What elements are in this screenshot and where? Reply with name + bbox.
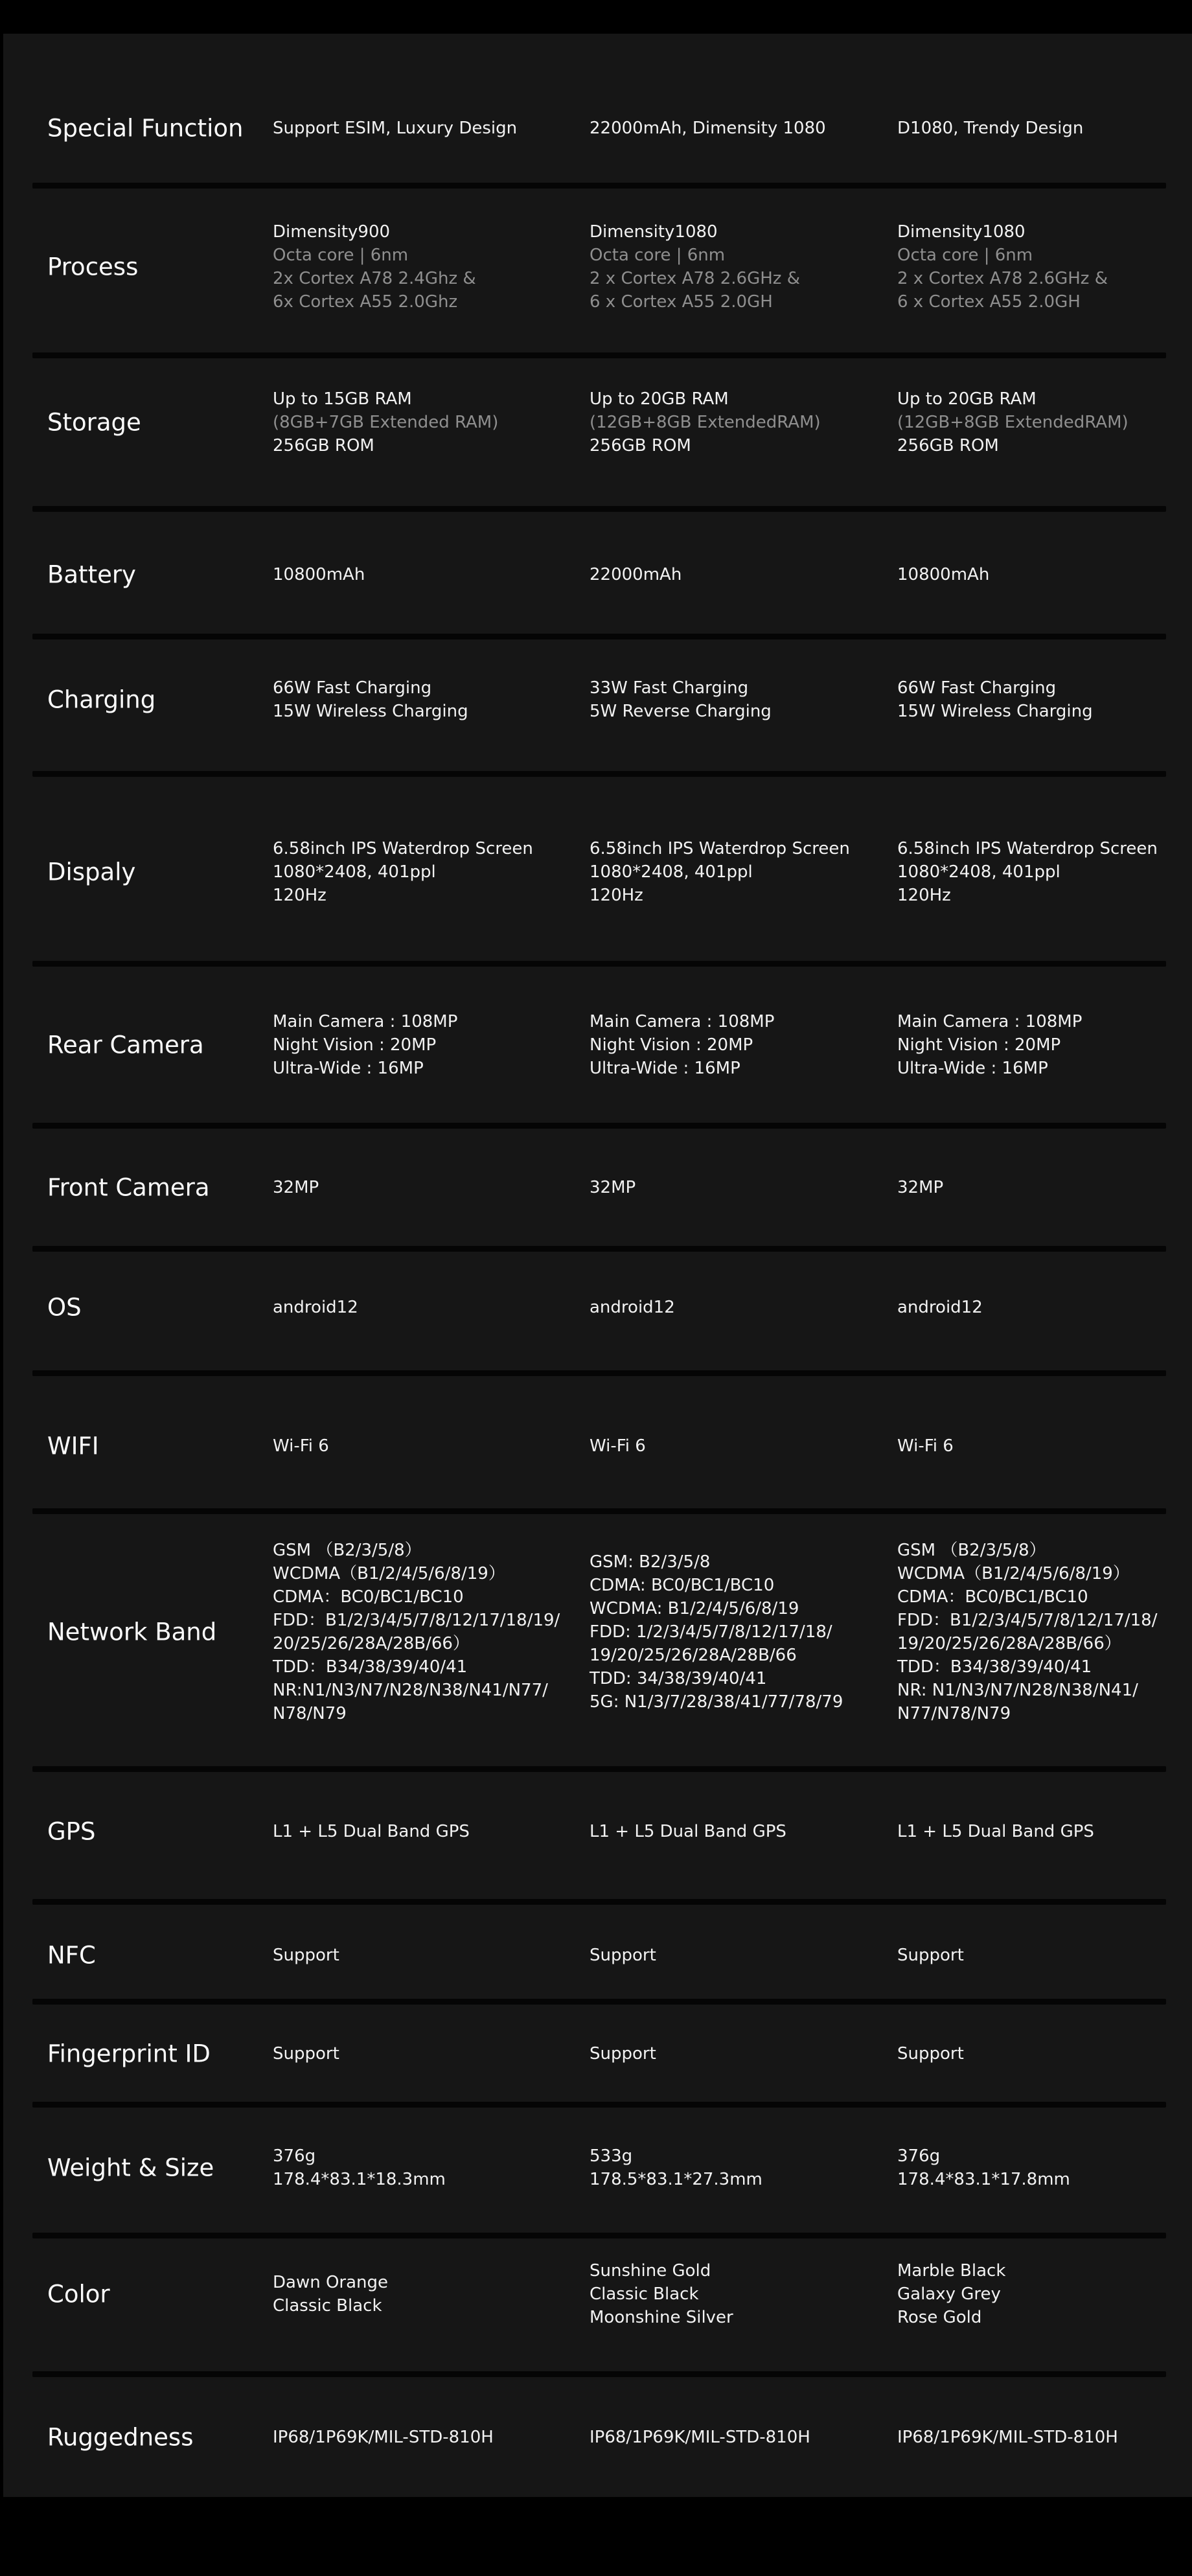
spec-line: Night Vision : 20MP — [897, 1035, 1061, 1055]
spec-line: 15W Wireless Charging — [897, 702, 1093, 721]
spec-line: Night Vision : 20MP — [273, 1035, 437, 1055]
row-divider — [32, 634, 1166, 639]
spec-cell-model-3 — [897, 1944, 964, 1967]
spec-cell-model-3 — [897, 1176, 943, 1199]
spec-cell-model-3 — [897, 563, 989, 586]
spec-line: Night Vision : 20MP — [590, 1035, 753, 1055]
spec-line: Support — [273, 2044, 339, 2064]
spec-cell-model-2 — [590, 117, 826, 140]
spec-line: N77/N78/N79 — [897, 1704, 1011, 1723]
row-label: Fingerprint ID — [47, 2040, 211, 2068]
spec-line: (12GB+8GB ExtendedRAM) — [590, 413, 821, 432]
row-label: Weight & Size — [47, 2154, 214, 2182]
spec-line: android12 — [590, 1298, 675, 1317]
spec-line: GSM （B2/3/5/8） — [273, 1541, 422, 1560]
row-label: Network Band — [47, 1618, 217, 1646]
spec-cell-model-1 — [273, 1944, 339, 1967]
row-label: OS — [47, 1293, 82, 1322]
spec-line: 1080*2408, 401ppl — [590, 862, 753, 882]
spec-cell-model-2 — [590, 1434, 646, 1458]
spec-line: 178.4*83.1*17.8mm — [897, 2170, 1070, 2189]
spec-line: 10800mAh — [273, 565, 365, 584]
spec-line: CDMA：BC0/BC1/BC10 — [897, 1587, 1088, 1607]
spec-line: Main Camera : 108MP — [590, 1012, 775, 1031]
spec-cell-model-3 — [897, 1296, 983, 1319]
spec-line: 256GB ROM — [897, 436, 999, 455]
spec-line: Support — [897, 2044, 964, 2064]
spec-line: CDMA：BC0/BC1/BC10 — [273, 1587, 464, 1607]
row-divider — [32, 961, 1166, 967]
spec-line: 376g — [897, 2146, 941, 2166]
spec-line: 533g — [590, 2146, 633, 2166]
spec-cell-model-1 — [273, 2042, 339, 2065]
spec-line: N78/N79 — [273, 1704, 347, 1723]
row-divider — [32, 506, 1166, 512]
row-divider — [32, 183, 1166, 189]
spec-cell-model-1 — [273, 1434, 329, 1458]
spec-cell-model-2 — [590, 1296, 675, 1319]
spec-line: 6.58inch IPS Waterdrop Screen — [590, 839, 850, 858]
spec-line: Support — [273, 1946, 339, 1965]
spec-line: 1080*2408, 401ppl — [273, 862, 436, 882]
spec-line: Classic Black — [273, 2296, 382, 2316]
spec-line: 22000mAh, Dimensity 1080 — [590, 119, 826, 138]
spec-line: (12GB+8GB ExtendedRAM) — [897, 413, 1129, 432]
spec-line: NR: N1/N3/N7/N28/N38/N41/ — [897, 1681, 1138, 1700]
row-label: Dispaly — [47, 858, 136, 886]
spec-line: 20/25/26/28A/28B/66） — [273, 1634, 470, 1653]
spec-cell-model-2 — [590, 1944, 656, 1967]
row-label: Charging — [47, 685, 156, 714]
spec-line: TDD：B34/38/39/40/41 — [897, 1657, 1092, 1677]
spec-cell-model-1 — [273, 117, 517, 140]
spec-cell-model-2 — [590, 220, 800, 314]
spec-line: Rose Gold — [897, 2308, 982, 2327]
spec-cell-model-2 — [590, 2042, 656, 2065]
spec-line: 6.58inch IPS Waterdrop Screen — [897, 839, 1158, 858]
spec-line: TDD：B34/38/39/40/41 — [273, 1657, 468, 1677]
spec-line: 120Hz — [273, 886, 327, 905]
spec-cell-model-1 — [273, 2271, 388, 2317]
spec-cell-model-2 — [590, 387, 821, 457]
spec-line: FDD: 1/2/3/4/5/7/8/12/17/18/ — [590, 1622, 832, 1642]
spec-line: Wi-Fi 6 — [590, 1436, 646, 1456]
spec-line: Up to 15GB RAM — [273, 389, 412, 409]
spec-line: 19/20/25/26/28A/28B/66 — [590, 1646, 797, 1665]
spec-line: Dawn Orange — [273, 2273, 389, 2292]
spec-cell-model-3 — [897, 1010, 1082, 1080]
spec-line: 256GB ROM — [590, 436, 691, 455]
row-label: NFC — [47, 1941, 96, 1970]
row-label: Front Camera — [47, 1173, 210, 1202]
spec-cell-model-3 — [897, 387, 1129, 457]
row-divider — [32, 352, 1166, 358]
spec-line: FDD：B1/2/3/4/5/7/8/12/17/18/ — [897, 1611, 1158, 1630]
row-label: Storage — [47, 408, 141, 437]
spec-line: 66W Fast Charging — [273, 678, 432, 698]
spec-line: 2 x Cortex A78 2.6GHz & — [897, 269, 1108, 288]
spec-cell-model-1 — [273, 1176, 319, 1199]
spec-line: android12 — [273, 1298, 358, 1317]
spec-line: Dimensity900 — [273, 222, 391, 242]
row-divider — [32, 1123, 1166, 1129]
spec-cell-model-1 — [273, 837, 533, 907]
row-label: GPS — [47, 1817, 96, 1846]
spec-line: 5W Reverse Charging — [590, 702, 772, 721]
spec-line: Octa core | 6nm — [590, 246, 726, 265]
spec-line: 10800mAh — [897, 565, 990, 584]
spec-line: CDMA: BC0/BC1/BC10 — [590, 1576, 775, 1595]
row-divider — [32, 1370, 1166, 1376]
spec-line: 6x Cortex A55 2.0Ghz — [273, 292, 458, 312]
spec-cell-model-1 — [273, 387, 498, 457]
spec-line: Ultra-Wide : 16MP — [273, 1059, 424, 1078]
row-divider — [32, 1999, 1166, 2005]
spec-line: 32MP — [590, 1178, 636, 1197]
spec-line: 6 x Cortex A55 2.0GH — [897, 292, 1081, 312]
spec-line: 66W Fast Charging — [897, 678, 1057, 698]
spec-line: NR:N1/N3/N7/N28/N38/N41/N77/ — [273, 1681, 548, 1700]
spec-cell-model-2 — [590, 2259, 733, 2329]
spec-line: L1 + L5 Dual Band GPS — [590, 1822, 786, 1841]
spec-cell-model-2 — [590, 1010, 774, 1080]
row-divider — [32, 2102, 1166, 2108]
spec-line: 2 x Cortex A78 2.6GHz & — [590, 269, 800, 288]
row-divider — [32, 1246, 1166, 1252]
spec-line: IP68/1P69K/MIL-STD-810H — [897, 2428, 1118, 2447]
spec-cell-model-3 — [897, 1434, 954, 1458]
spec-line: 120Hz — [590, 886, 643, 905]
row-label: Ruggedness — [47, 2423, 194, 2452]
row-label: Rear Camera — [47, 1031, 204, 1059]
spec-cell-model-1 — [273, 2145, 446, 2191]
spec-line: (8GB+7GB Extended RAM) — [273, 413, 499, 432]
spec-cell-model-1 — [273, 1539, 560, 1725]
spec-line: Octa core | 6nm — [273, 246, 409, 265]
spec-line: Up to 20GB RAM — [897, 389, 1037, 409]
spec-cell-model-2 — [590, 2426, 810, 2449]
spec-line: 33W Fast Charging — [590, 678, 749, 698]
spec-line: 22000mAh — [590, 565, 682, 584]
spec-line: 6 x Cortex A55 2.0GH — [590, 292, 773, 312]
spec-line: 120Hz — [897, 886, 951, 905]
spec-cell-model-3 — [897, 2145, 1070, 2191]
spec-line: Dimensity1080 — [897, 222, 1026, 242]
row-divider — [32, 1899, 1166, 1905]
spec-line: Main Camera : 108MP — [273, 1012, 458, 1031]
spec-cell-model-1 — [273, 1296, 358, 1319]
spec-cell-model-1 — [273, 1820, 470, 1843]
spec-cell-model-1 — [273, 220, 476, 314]
row-label: Color — [47, 2280, 110, 2308]
spec-line: GSM: B2/3/5/8 — [590, 1552, 711, 1572]
spec-line: Moonshine Silver — [590, 2308, 733, 2327]
spec-line: 32MP — [273, 1178, 319, 1197]
spec-line: 256GB ROM — [273, 436, 374, 455]
row-label: Battery — [47, 560, 136, 589]
spec-cell-model-3 — [897, 676, 1093, 723]
spec-line: android12 — [897, 1298, 983, 1317]
spec-line: Marble Black — [897, 2261, 1006, 2281]
spec-cell-model-1 — [273, 676, 468, 723]
spec-line: Ultra-Wide : 16MP — [590, 1059, 740, 1078]
spec-line: 6.58inch IPS Waterdrop Screen — [273, 839, 533, 858]
row-label: Process — [47, 253, 139, 281]
spec-cell-model-2 — [590, 1176, 636, 1199]
spec-line: Dimensity1080 — [590, 222, 718, 242]
spec-line: 1080*2408, 401ppl — [897, 862, 1060, 882]
row-label: WIFI — [47, 1432, 99, 1460]
spec-line: Main Camera : 108MP — [897, 1012, 1083, 1031]
spec-line: 32MP — [897, 1178, 944, 1197]
spec-line: 5G: N1/3/7/28/38/41/77/78/79 — [590, 1692, 843, 1712]
spec-line: D1080, Trendy Design — [897, 119, 1084, 138]
spec-line: TDD: 34/38/39/40/41 — [590, 1669, 767, 1688]
spec-cell-model-2 — [590, 2145, 762, 2191]
spec-line: IP68/1P69K/MIL-STD-810H — [590, 2428, 810, 2447]
spec-cell-model-2 — [590, 563, 682, 586]
spec-cell-model-3 — [897, 1820, 1094, 1843]
spec-cell-model-1 — [273, 563, 365, 586]
spec-line: Galaxy Grey — [897, 2284, 1001, 2304]
spec-line: 376g — [273, 2146, 316, 2166]
spec-line: Wi-Fi 6 — [273, 1436, 329, 1456]
spec-line: Support ESIM, Luxury Design — [273, 119, 518, 138]
spec-line: WCDMA（B1/2/4/5/6/8/19） — [273, 1564, 505, 1583]
spec-line: 178.4*83.1*18.3mm — [273, 2170, 446, 2189]
spec-cell-model-2 — [590, 676, 772, 723]
spec-line: Octa core | 6nm — [897, 246, 1033, 265]
spec-line: Support — [590, 1946, 656, 1965]
spec-line: WCDMA（B1/2/4/5/6/8/19） — [897, 1564, 1130, 1583]
spec-line: 2x Cortex A78 2.4Ghz & — [273, 269, 476, 288]
spec-cell-model-3 — [897, 1539, 1157, 1725]
spec-line: Support — [590, 2044, 656, 2064]
spec-line: WCDMA: B1/2/4/5/6/8/19 — [590, 1599, 799, 1618]
spec-cell-model-1 — [273, 2426, 494, 2449]
spec-line: Support — [897, 1946, 964, 1965]
row-divider — [32, 1766, 1166, 1772]
spec-line: Classic Black — [590, 2284, 699, 2304]
spec-line: L1 + L5 Dual Band GPS — [897, 1822, 1094, 1841]
row-divider — [32, 2233, 1166, 2238]
spec-cell-model-2 — [590, 1550, 843, 1714]
spec-cell-model-3 — [897, 2042, 964, 2065]
spec-line: Up to 20GB RAM — [590, 389, 729, 409]
row-divider — [32, 1508, 1166, 1514]
spec-line: IP68/1P69K/MIL-STD-810H — [273, 2428, 494, 2447]
spec-cell-model-3 — [897, 2426, 1118, 2449]
spec-line: FDD：B1/2/3/4/5/7/8/12/17/18/19/ — [273, 1611, 560, 1630]
spec-cell-model-2 — [590, 1820, 786, 1843]
row-divider — [32, 771, 1166, 777]
spec-line: 19/20/25/26/28A/28B/66） — [897, 1634, 1121, 1653]
spec-cell-model-2 — [590, 837, 850, 907]
spec-line: L1 + L5 Dual Band GPS — [273, 1822, 470, 1841]
spec-cell-model-3 — [897, 2259, 1005, 2329]
spec-cell-model-3 — [897, 220, 1108, 314]
spec-line: Wi-Fi 6 — [897, 1436, 954, 1456]
row-label: Special Function — [47, 114, 244, 143]
spec-comparison-table — [3, 34, 1192, 2497]
row-divider — [32, 2371, 1166, 2377]
spec-line: GSM （B2/3/5/8） — [897, 1541, 1046, 1560]
spec-line: 178.5*83.1*27.3mm — [590, 2170, 762, 2189]
spec-cell-model-3 — [897, 837, 1158, 907]
spec-line: Sunshine Gold — [590, 2261, 711, 2281]
spec-line: 15W Wireless Charging — [273, 702, 468, 721]
spec-cell-model-1 — [273, 1010, 457, 1080]
spec-cell-model-3 — [897, 117, 1083, 140]
spec-line: Ultra-Wide : 16MP — [897, 1059, 1048, 1078]
